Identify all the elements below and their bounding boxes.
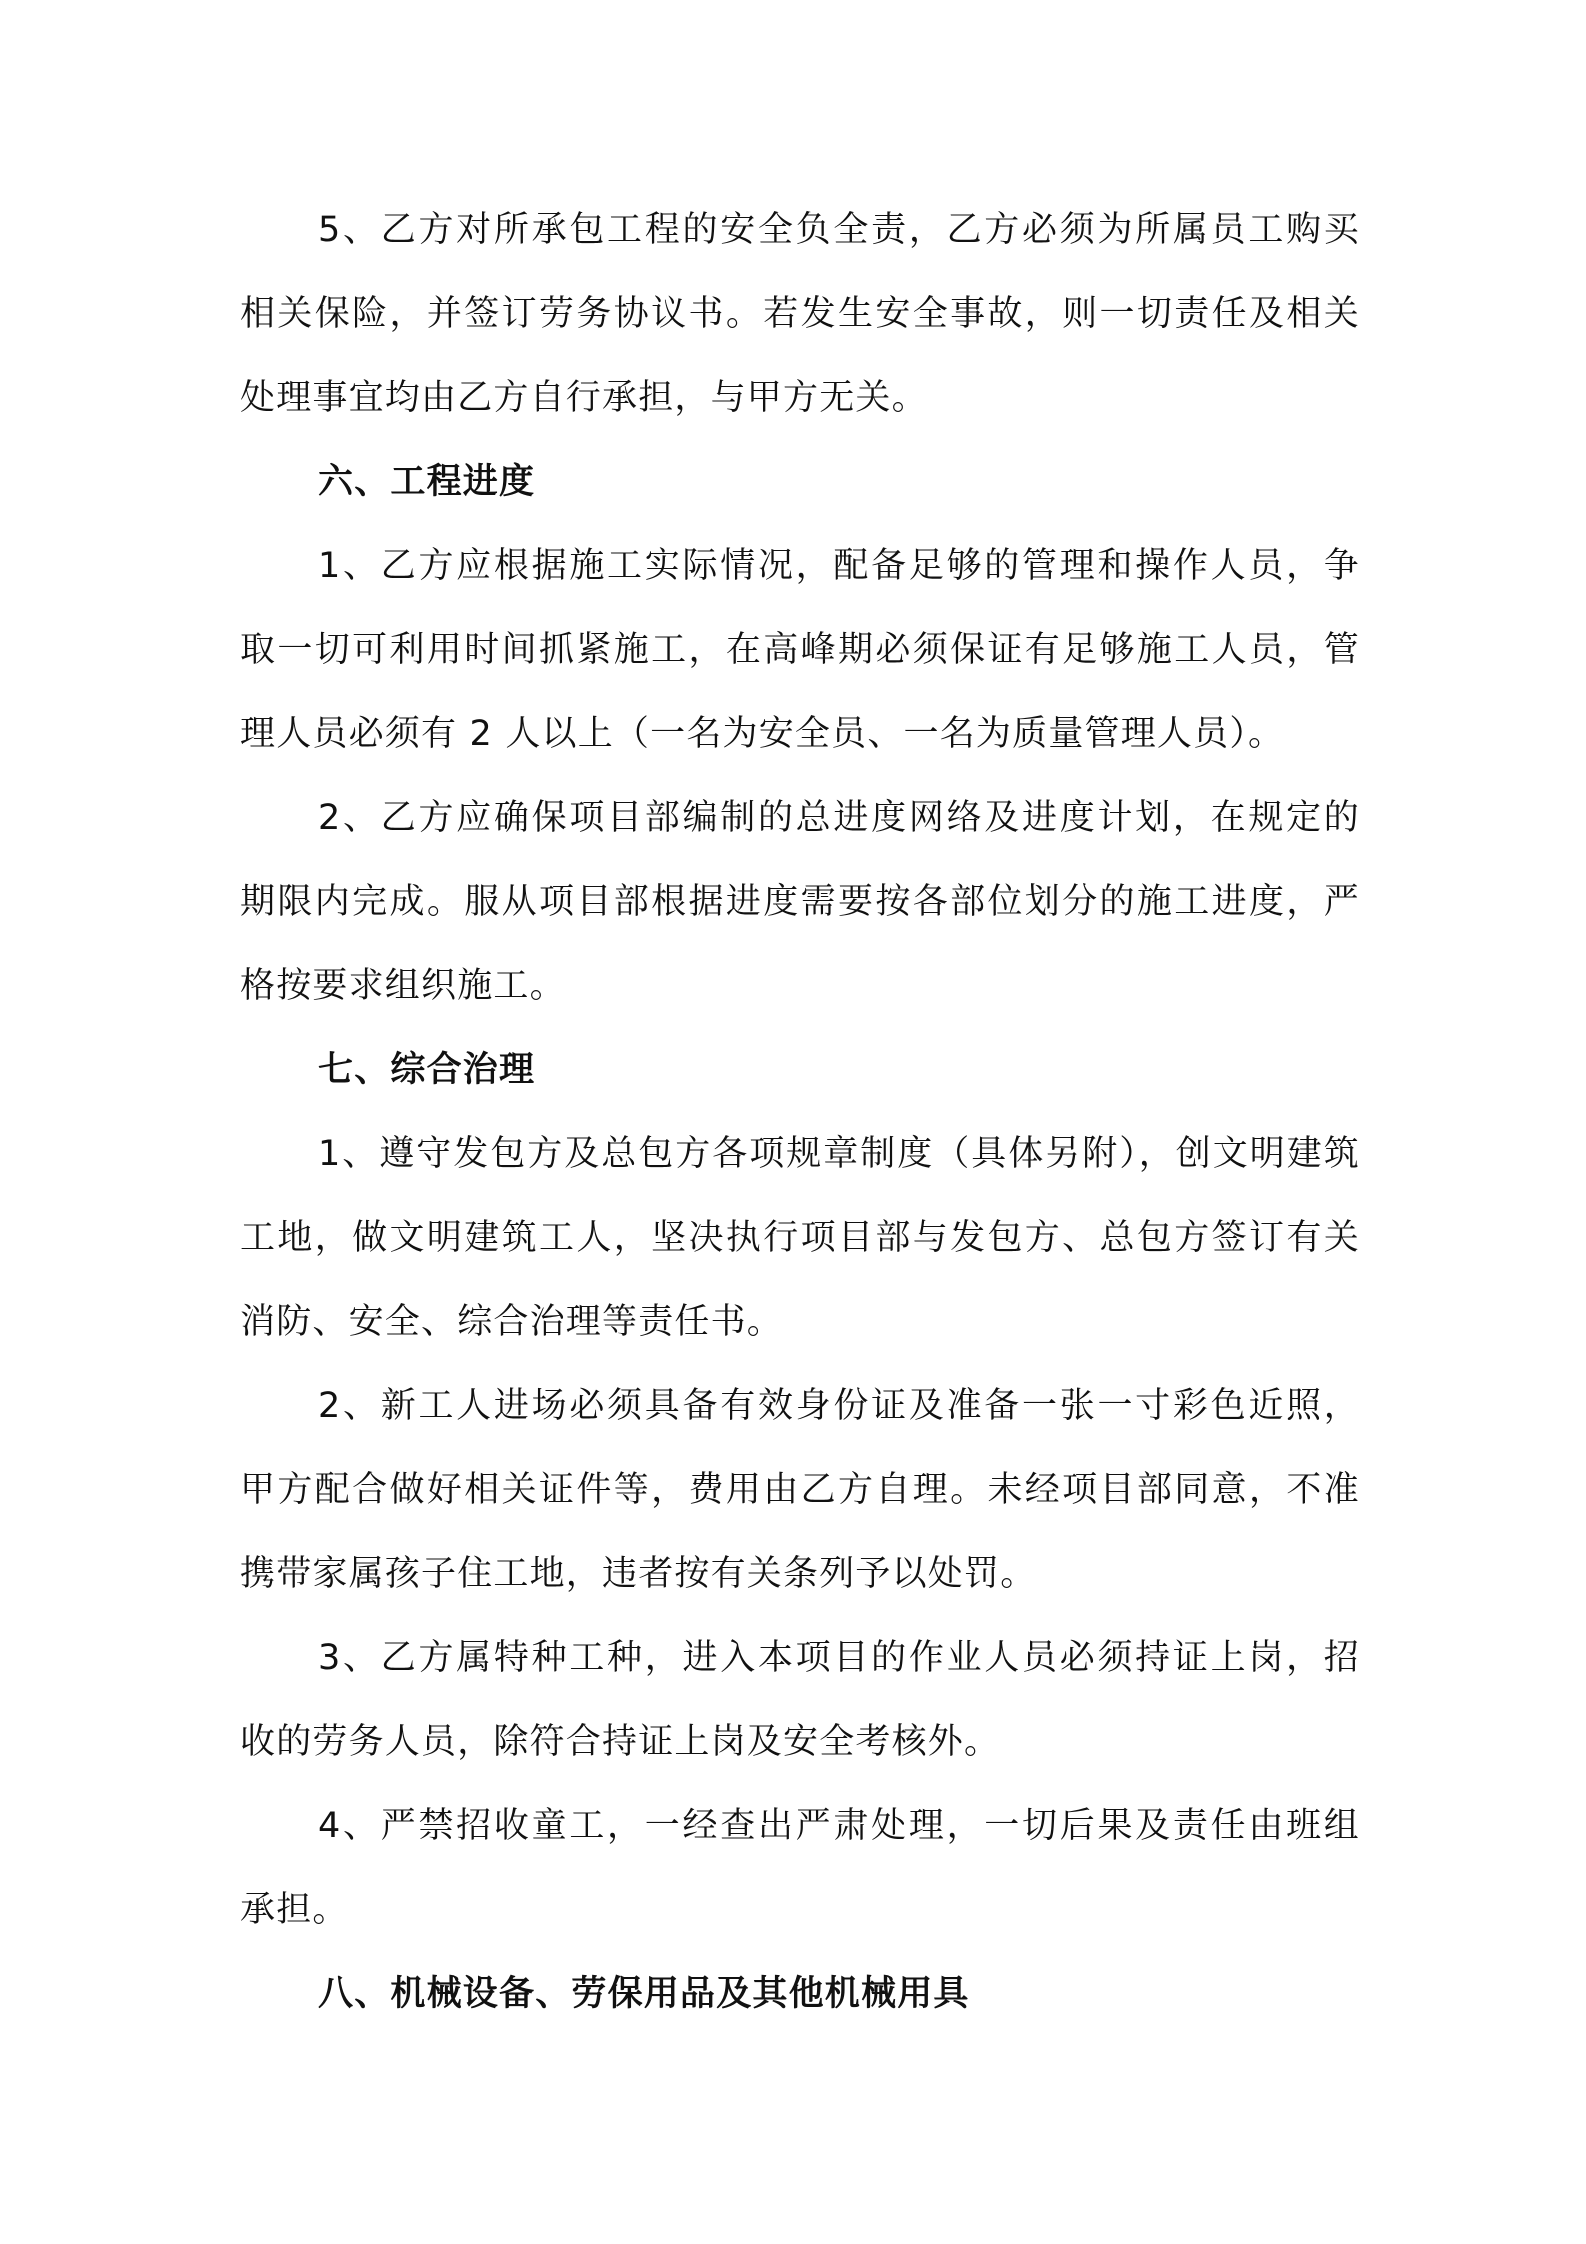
text-line: 格按要求组织施工。 xyxy=(240,966,566,1006)
text-line: 取一切可利用时间抓紧施工，在高峰期必须保证有足够施工人员，管 xyxy=(240,630,1360,670)
section-heading: 七、综合治理 xyxy=(318,1050,536,1090)
section-heading: 八、机械设备、劳保用品及其他机械用具 xyxy=(318,1974,970,2014)
text-line: 1、遵守发包方及总包方各项规章制度（具体另附），创文明建筑 xyxy=(318,1134,1360,1174)
text-line: 工地，做文明建筑工人，坚决执行项目部与发包方、总包方签订有关 xyxy=(240,1218,1360,1258)
text-line: 3、乙方属特种工种，进入本项目的作业人员必须持证上岗，招 xyxy=(318,1638,1360,1678)
text-line: 相关保险，并签订劳务协议书。若发生安全事故，则一切责任及相关 xyxy=(240,294,1360,334)
text-line: 4、严禁招收童工，一经查出严肃处理，一切后果及责任由班组 xyxy=(318,1806,1360,1846)
text-line: 甲方配合做好相关证件等，费用由乙方自理。未经项目部同意，不准 xyxy=(240,1470,1360,1510)
text-line: 消防、安全、综合治理等责任书。 xyxy=(240,1302,784,1342)
text-line: 2、乙方应确保项目部编制的总进度网络及进度计划，在规定的 xyxy=(318,798,1360,838)
text-line: 5、乙方对所承包工程的安全负全责，乙方必须为所属员工购买 xyxy=(318,210,1360,250)
text-line: 收的劳务人员，除符合持证上岗及安全考核外。 xyxy=(240,1722,1001,1762)
text-line: 处理事宜均由乙方自行承担，与甲方无关。 xyxy=(240,378,928,418)
text-line: 携带家属孩子住工地，违者按有关条列予以处罚。 xyxy=(240,1554,1037,1594)
text-line: 承担。 xyxy=(240,1890,349,1930)
text-line: 期限内完成。服从项目部根据进度需要按各部位划分的施工进度，严 xyxy=(240,882,1360,922)
text-line: 理人员必须有 2 人以上（一名为安全员、一名为质量管理人员）。 xyxy=(240,714,1285,754)
text-line: 1、乙方应根据施工实际情况，配备足够的管理和操作人员，争 xyxy=(318,546,1360,586)
section-heading: 六、工程进度 xyxy=(318,462,536,502)
text-line: 2、新工人进场必须具备有效身份证及准备一张一寸彩色近照， xyxy=(318,1386,1360,1426)
